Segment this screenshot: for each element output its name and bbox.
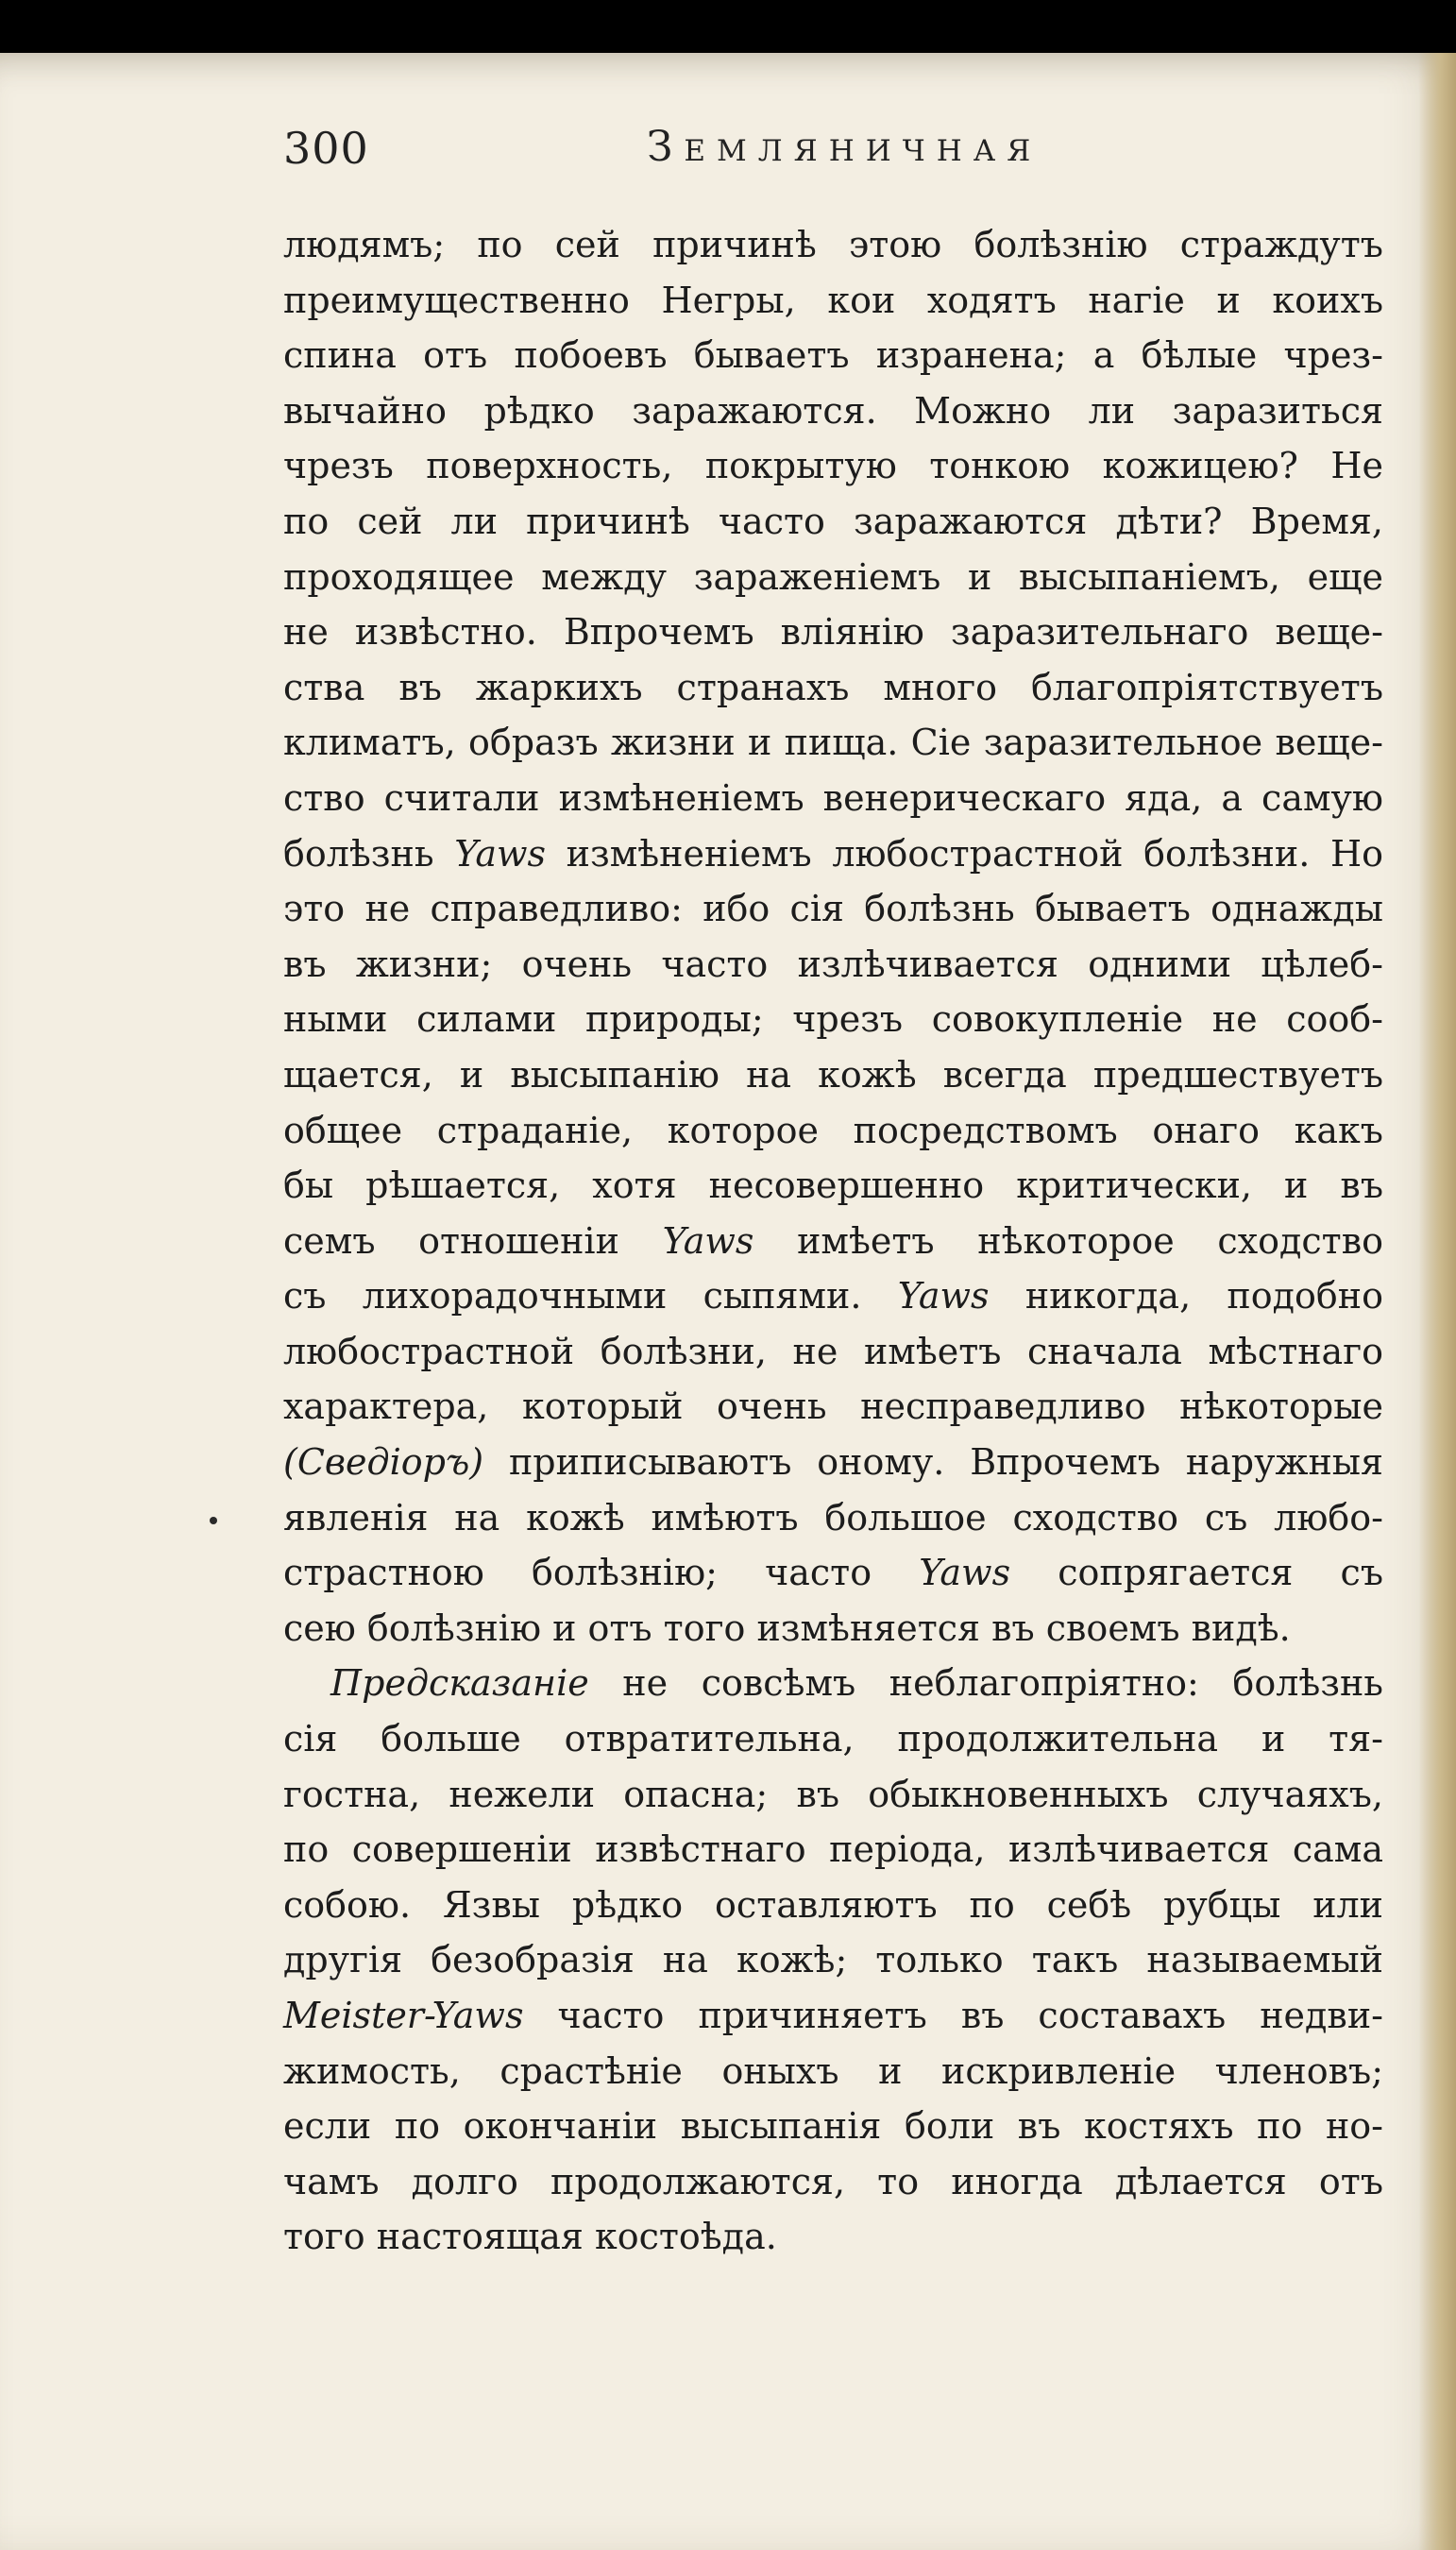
- text-line: чрезъ поверхность, покрытую тонкою кожицею? Не: [283, 445, 1383, 487]
- text-run: никогда, подобно: [989, 1275, 1383, 1318]
- italic-term: (Сведіоръ): [283, 1441, 484, 1484]
- italic-term: Yaws: [454, 832, 547, 875]
- text-line: ными силами природы; чрезъ совокупленіе не сооб-: [283, 998, 1383, 1041]
- text-run: измѣненіемъ любострастной болѣзни. Но: [546, 832, 1383, 875]
- text-run: съ лихорадочными сыпями.: [283, 1275, 898, 1318]
- text-line: [283, 1435, 1383, 1490]
- text-line: если по окончаніи высыпанія боли въ костяхъ по но-: [283, 2105, 1383, 2148]
- page-number: 300: [283, 123, 369, 174]
- italic-term: Yaws: [897, 1275, 990, 1318]
- text-line: явленія на кожѣ имѣютъ большое сходство съ любо-: [283, 1496, 1383, 1538]
- body-text: [283, 217, 1383, 2265]
- text-line: по совершеніи извѣстнаго періода, излѣчивается сама: [283, 1828, 1383, 1871]
- text-line: не извѣстно. Впрочемъ вліянію заразительнаго веще-: [283, 611, 1383, 654]
- text-run: страстною болѣзнію; часто: [283, 1552, 920, 1594]
- text-line: проходящее между зараженіемъ и высыпаніемъ, еще: [283, 555, 1383, 598]
- ink-speck: [210, 1517, 217, 1524]
- text-run: сопрягается съ: [1010, 1552, 1384, 1594]
- text-line: сею болѣзнію и отъ того измѣняется въ своемъ видѣ.: [283, 1606, 1291, 1649]
- text-run: имѣетъ нѣкоторое сходство: [753, 1219, 1383, 1262]
- italic-term: Yaws: [919, 1552, 1011, 1594]
- text-line: ство считали измѣненіемъ венерическаго яда, а самую: [283, 776, 1383, 819]
- text-line: общее страданіе, которое посредствомъ онаго какъ: [283, 1109, 1383, 1151]
- text-line: спина отъ побоевъ бываетъ изранена; а бѣлые чрез-: [283, 334, 1383, 377]
- text-line: гостна, нежели опасна; въ обыкновенныхъ случаяхъ,: [283, 1773, 1383, 1815]
- text-line: того настоящая костоѣда.: [283, 2216, 777, 2258]
- text-line: [283, 826, 1383, 882]
- italic-term: Предсказаніе: [330, 1662, 589, 1705]
- text-line: сія больше отвратительна, продолжительна и тя-: [283, 1718, 1383, 1760]
- page-header: [283, 123, 1383, 189]
- text-line: это не справедливо: ибо сія болѣзнь бываетъ однажды: [283, 888, 1383, 930]
- text-line: [283, 1214, 1383, 1269]
- text-run: часто причиняетъ въ составахъ недви-: [523, 1995, 1383, 2036]
- text-line: чамъ долго продолжаются, то иногда дѣлается отъ: [283, 2160, 1383, 2202]
- text-run: приписываютъ оному. Впрочемъ наружныя: [483, 1441, 1383, 1484]
- text-line: [283, 1988, 1383, 2044]
- text-line: въ жизни; очень часто излѣчивается одними цѣлеб-: [283, 943, 1383, 985]
- text-line: щается, и высыпанію на кожѣ всегда предшествуетъ: [283, 1053, 1383, 1096]
- text-run: болѣзнь: [283, 832, 455, 875]
- text-line: по сей ли причинѣ часто заражаются дѣти? Время,: [283, 500, 1383, 542]
- text-run: семъ отношеніи: [283, 1219, 663, 1262]
- text-line: вычайно рѣдко заражаются. Можно ли заразиться: [283, 389, 1383, 432]
- text-line: климатъ, образъ жизни и пища. Сіе заразительное веще-: [283, 722, 1383, 764]
- text-run: не совсѣмъ неблагопріятно: болѣзнь: [588, 1662, 1383, 1705]
- italic-term: Yaws: [662, 1219, 754, 1262]
- text-line: [283, 1545, 1383, 1601]
- text-line: ства въ жаркихъ странахъ много благопріятствуетъ: [283, 666, 1383, 708]
- text-line: собою. Язвы рѣдко оставляютъ по себѣ рубцы или: [283, 1883, 1383, 1926]
- text-line: преимущественно Негры, кои ходятъ нагіе и коихъ: [283, 279, 1383, 321]
- page-gutter: [1418, 53, 1456, 2550]
- text-line: [283, 1268, 1383, 1324]
- text-line: другія безобразія на кожѣ; только такъ называемый: [283, 1939, 1383, 1981]
- text-line: бы рѣшается, хотя несовершенно критически, и въ: [283, 1164, 1383, 1207]
- running-title: Земляничная: [647, 123, 1042, 171]
- text-line: характера, который очень несправедливо нѣкоторые: [283, 1386, 1383, 1428]
- text-line: любострастной болѣзни, не имѣетъ сначала мѣстнаго: [283, 1330, 1383, 1372]
- text-line: людямъ; по сей причинѣ этою болѣзнію страждутъ: [283, 224, 1383, 265]
- italic-term: Meister-Yaws: [283, 1995, 524, 2036]
- text-line: жимость, срастѣніе оныхъ и искривленіе членовъ;: [283, 2049, 1383, 2092]
- text-line: [283, 1656, 1383, 1711]
